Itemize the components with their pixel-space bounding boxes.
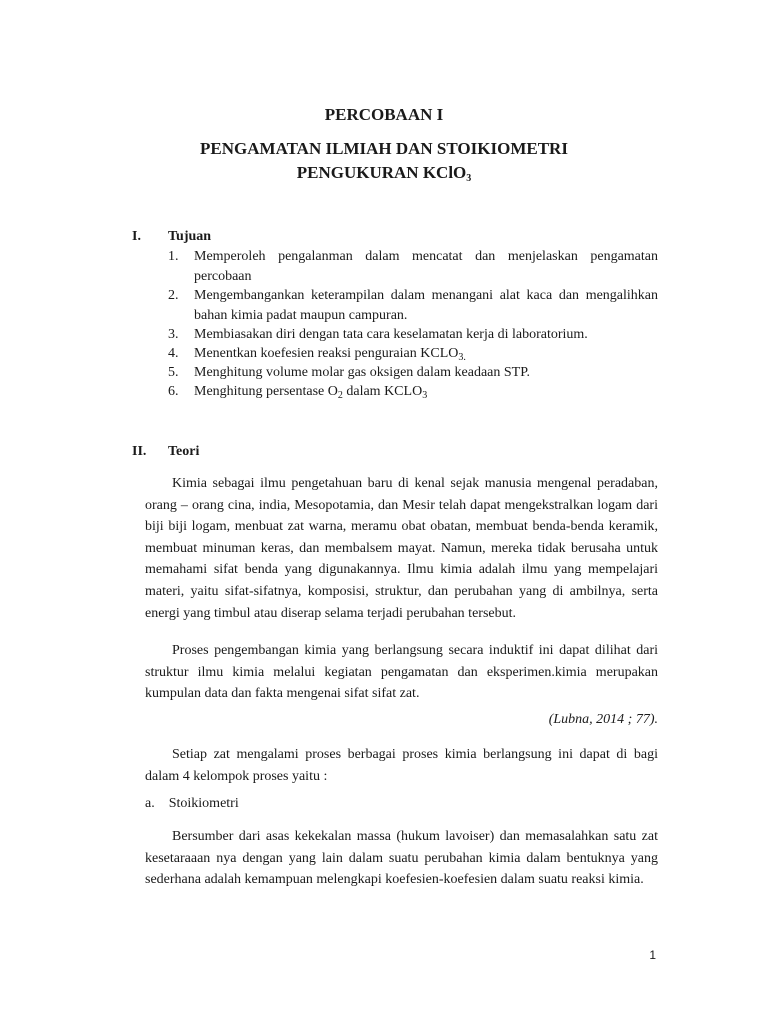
list-item-text-main: Menentkan koefesien reaksi penguraian KCLO [194, 346, 459, 361]
list-item-subscript: 3 [422, 390, 428, 401]
list-item [168, 344, 658, 364]
list-item-text-part: Menghitung persentase O [194, 384, 338, 399]
list-item-text [194, 382, 658, 402]
section-title-tujuan: Tujuan [168, 229, 212, 244]
subheading-title: Stoikiometri [168, 796, 239, 811]
list-item-text: Memperoleh pengalanman dalam mencatat dan menjelaskan pengamatan percobaan [194, 249, 658, 284]
subheading-a [145, 796, 239, 812]
paragraph-4: Bersumber dari asas kekekalan massa (hukum lavoiser) dan memasalahkan satu zat kesetaraaan nya dengan yang lain dalam suatu perubahan kimia dalam bentuknya yang sederhana adalah kemampuan melengkapi koefesien-koefesien dalam suatu reaksi kimia. [145, 829, 658, 888]
subtitle-subscript: 3 [466, 173, 472, 184]
list-item-text: Menghitung volume molar gas oksigen dalam keadaan STP. [194, 365, 530, 380]
list-item [168, 286, 658, 326]
list-item-text [194, 344, 658, 364]
paragraph-3: Setiap zat mengalami proses berbagai proses kimia berlangsung ini dapat di bagi dalam 4 kelompok proses yaitu : [145, 747, 658, 784]
subtitle-text: PENGUKURAN KClO [296, 163, 467, 182]
list-item-number: 1. [168, 249, 179, 264]
list-item-subscript: 3. [458, 352, 466, 363]
subheading-letter: a. [145, 796, 155, 811]
citation: (Lubna, 2014 ; 77). [548, 712, 658, 727]
list-item [168, 325, 658, 345]
document-title: PERCOBAAN I [324, 105, 444, 124]
list-item-text: Membiasakan diri dengan tata cara keselamatan kerja di laboratorium. [194, 327, 588, 342]
list-item-number: 2. [168, 288, 179, 303]
section-number-2: II. [132, 444, 147, 459]
list-item-text: Mengembangankan keterampilan dalam menangani alat kaca dan mengalihkan bahan kimia padat maupun campuran. [194, 288, 658, 323]
list-item [168, 382, 658, 402]
list-item-number: 6. [168, 384, 179, 399]
list-item [168, 247, 658, 287]
section-number-1: I. [132, 229, 141, 244]
page-number: 1 [649, 948, 656, 962]
document-subtitle-line2 [0, 162, 768, 184]
document-subtitle-line1: PENGAMATAN ILMIAH DAN STOIKIOMETRI [200, 139, 568, 158]
paragraph-2: Proses pengembangan kimia yang berlangsung secara induktif ini dapat dilihat dari struktur ilmu kimia melalui kegiatan pengamatan dan eksperimen.kimia merupakan kumpulan data dan fakta mengenai sifat sifat zat. [145, 643, 658, 702]
paragraph-1: Kimia sebagai ilmu pengetahuan baru di kenal sejak manusia mengenal peradaban, orang – orang cina, india, Mesopotamia, dan Mesir telah dapat mengekstralkan logam dari biji biji logam, menbuat zat warna, meramu obat obatan, membuat benda-benda keramik, membuat minuman keras, dan membalsem mayat. Namun, mereka tidak berusaha untuk memahami sifat benda yang digunakannya. Ilmu kimia adalah ilmu yang mempelajari materi, yaitu sifat-sifatnya, komposisi, struktur, dan perubahan yang di ambilnya, serta energi yang timbul atau diserap selama terjadi perubahan tersebut. [145, 476, 658, 621]
list-item-number: 4. [168, 346, 179, 361]
list-item [168, 363, 658, 383]
section-title-teori: Teori [168, 444, 200, 459]
list-item-number: 3. [168, 327, 179, 342]
list-item-subscript: 2 [337, 390, 343, 401]
list-item-text-part: dalam KCLO [342, 384, 423, 399]
list-item-number: 5. [168, 365, 179, 380]
